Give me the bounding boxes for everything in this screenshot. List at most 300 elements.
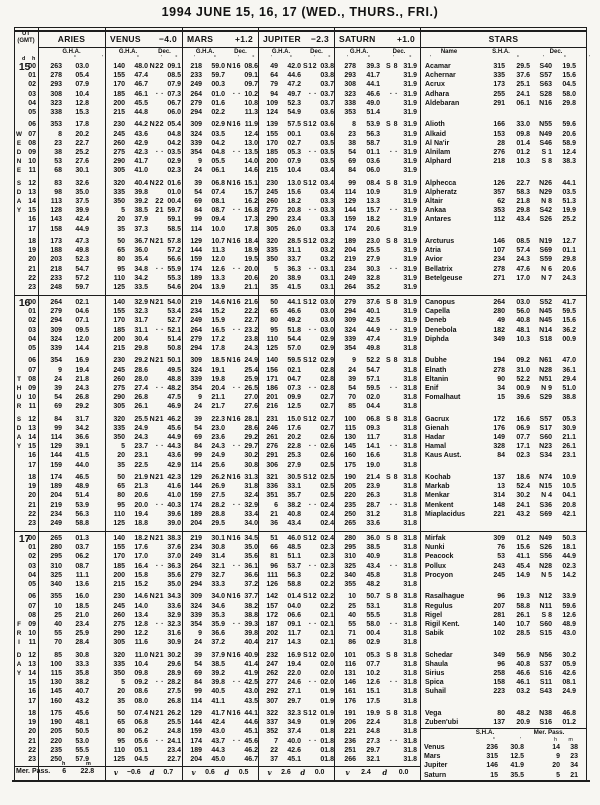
dec-prefix: · ·: [232, 501, 241, 509]
aries-gha-cell: [38, 197, 105, 206]
dec-min: 48.8: [167, 375, 181, 383]
dec-prefix: S12: [303, 299, 317, 306]
saturn-cell: [334, 660, 420, 669]
v-label: v: [267, 768, 272, 777]
dec-min: 39.0: [167, 519, 181, 527]
dec-prefix: · ·: [308, 620, 317, 628]
gha-min: 35.9: [211, 620, 225, 628]
star-sha-min: 46.1: [516, 679, 530, 687]
dec-min: 13.5: [244, 148, 258, 156]
gha-deg: 5: [121, 679, 125, 687]
almanac-row: [14, 375, 587, 384]
dec-min: 52.1: [167, 326, 181, 334]
star-dec-prefix: N16: [539, 99, 552, 107]
dec-prefix: [225, 197, 241, 206]
gha-min: 46.1: [134, 90, 148, 98]
gha-deg: 339: [190, 375, 202, 383]
gha-min: 41.1: [211, 697, 225, 705]
dec-prefix: [301, 424, 317, 433]
dec-min: 40.3: [167, 501, 181, 509]
dec-prefix: [148, 602, 164, 611]
gha-deg: 245: [113, 602, 125, 610]
almanac-row: [14, 660, 587, 669]
planet-sha-deg: 146: [486, 762, 498, 770]
gha-min: 46.6: [287, 308, 301, 316]
dec-prefix: [225, 402, 241, 411]
unit-symbol: ′: [237, 55, 239, 61]
dec-min: 25.4: [244, 366, 258, 374]
dec-min: 06.7: [167, 99, 181, 107]
planet-sha-row: [421, 752, 586, 761]
ut-cell: [14, 402, 38, 411]
dec-min: 35.0: [244, 544, 258, 552]
gha-min: 21.7: [211, 403, 225, 411]
hour-label: 15: [28, 443, 36, 451]
gha-deg: 294: [344, 308, 356, 316]
unit-symbol: °: [175, 55, 178, 61]
dec-min: 31.8: [403, 660, 417, 668]
dec-min: 31.8: [403, 366, 417, 374]
day-letter: [14, 709, 24, 718]
venus-cell: [105, 629, 182, 638]
gha-deg: 325: [344, 562, 356, 570]
hour-label: 20: [28, 492, 36, 500]
dec-prefix: · ·: [232, 443, 241, 451]
saturn-cell: [334, 755, 420, 764]
jupiter-cell: [258, 166, 334, 175]
star-sha-min: 28.5: [516, 630, 530, 638]
venus-cell: [105, 326, 182, 335]
hour-label: 12: [28, 179, 36, 187]
dec-min: 31.8: [403, 602, 417, 610]
aries-gha-cell: [38, 737, 105, 746]
dec-min: 14.6: [244, 167, 258, 175]
gha-deg: 230: [266, 179, 278, 187]
dec-min: 29.6: [167, 660, 181, 668]
star-dec-min: 14.2: [562, 571, 576, 579]
aries-gha-cell: [38, 651, 105, 660]
gha-min: 17.2: [211, 335, 225, 343]
dec-prefix: · ·: [232, 207, 241, 215]
gha-deg: 9: [352, 357, 356, 365]
gha-min: 21.4: [366, 473, 380, 481]
dec-min: 28.1: [244, 415, 258, 423]
gha-deg: 21: [270, 510, 278, 518]
hour-label: 21: [28, 737, 36, 745]
gha-deg: 354: [344, 344, 356, 352]
gha-min: 08.7: [75, 562, 89, 570]
star-dec-min: 05.9: [562, 660, 576, 668]
gha-min: 55.5: [366, 611, 380, 619]
dec-prefix: · ·: [155, 562, 164, 570]
dec-prefix: [225, 246, 241, 255]
venus-cell: [105, 755, 182, 764]
gha-deg: 305: [113, 639, 125, 647]
saturn-cell: [334, 552, 420, 561]
unit-symbol: ′: [313, 55, 315, 61]
gha-min: 39.8: [134, 188, 148, 196]
dec-prefix: [225, 451, 241, 460]
day-letter: R: [16, 630, 22, 638]
gha-min: 12.6: [211, 265, 225, 273]
gha-min: 20.6: [134, 492, 148, 500]
aries-gha-cell: [38, 709, 105, 718]
gha-min: 44.9: [75, 225, 89, 233]
mars-cell: [182, 307, 258, 316]
gha-min: 09.1: [287, 620, 301, 628]
gha-deg: 115: [50, 670, 62, 677]
gha-deg: 245: [113, 130, 125, 138]
hour-label: 12: [28, 415, 36, 423]
star-name: Alkaid: [425, 130, 447, 138]
gha-deg: 171: [266, 375, 278, 383]
day-letter: [14, 482, 24, 491]
gha-min: 59.7: [75, 283, 89, 291]
star-dec-min: 30.2: [562, 651, 576, 659]
gha-min: 49.8: [75, 247, 89, 255]
gha-min: 01.3: [75, 535, 89, 542]
gha-min: 46.0: [287, 535, 301, 542]
star-dec-min: 01.1: [562, 247, 576, 255]
star-cell: [420, 366, 587, 375]
gha-deg: 335: [113, 660, 125, 668]
dec-prefix: [380, 188, 398, 197]
saturn-cell: [334, 482, 420, 491]
mars-cell: [182, 366, 258, 375]
hour-label: 05: [28, 580, 36, 588]
ut-cell: [14, 580, 38, 589]
star-sha-deg: 278: [493, 366, 505, 374]
unit-symbol: °: [409, 55, 412, 61]
gha-deg: 125: [113, 755, 125, 763]
saturn-cell: [334, 620, 420, 629]
dec-min: 49.5: [167, 366, 181, 374]
dec-min: 03.6: [320, 130, 334, 138]
gha-deg: 155: [113, 72, 125, 80]
star-sha-deg: 353: [493, 207, 505, 215]
dec-prefix: [380, 366, 398, 375]
day-letter: [14, 602, 24, 611]
saturn-name: SATURN: [339, 33, 376, 44]
gha-min: 52.3: [287, 99, 301, 107]
star-dec-min: 47.0: [562, 357, 576, 365]
gha-min: 35.4: [134, 256, 148, 264]
gha-min: 48.1: [75, 719, 89, 727]
saturn-cell: [334, 188, 420, 197]
star-sha-min: 58.8: [516, 602, 530, 610]
day-letter: [14, 746, 24, 755]
saturn-cell: [334, 510, 420, 519]
dec-prefix: [225, 510, 241, 519]
gha-min: 13.3: [366, 198, 380, 205]
gha-min: 37.4: [287, 728, 301, 736]
gha-min: 28.0: [134, 375, 148, 383]
dec-prefix: [301, 602, 317, 611]
gha-min: 17.8: [211, 344, 225, 352]
gha-min: 26.0: [287, 225, 301, 233]
jupiter-cell: [258, 534, 334, 543]
dec-prefix: N21: [149, 535, 164, 542]
star-name: Schedar: [425, 651, 453, 659]
dec-prefix: · ·: [308, 148, 317, 156]
day-letter: A: [16, 434, 22, 441]
gha-deg: 353: [50, 121, 62, 129]
units-row: [28, 55, 600, 61]
dec-prefix: · ·: [232, 148, 241, 156]
jupiter-cell: [258, 366, 334, 375]
dec-min: 03.0: [320, 317, 334, 325]
dec-min: 52.7: [167, 317, 181, 325]
dec-min: 31.8: [403, 519, 417, 527]
gha-deg: 160: [344, 452, 356, 460]
dec-min: 44.1: [244, 709, 258, 717]
hour-label: 00: [28, 299, 36, 306]
dec-min: 03.3: [320, 225, 334, 233]
gha-deg: 230: [113, 357, 125, 365]
star-dec-min: 18.1: [562, 544, 576, 552]
almanac-row: [14, 709, 587, 718]
gha-min: 33.7: [287, 256, 301, 264]
star-dec-prefix: N 5: [541, 571, 552, 579]
dec-min: 09.7: [244, 81, 258, 89]
dec-prefix: [225, 188, 241, 197]
aries-gha-cell: [38, 307, 105, 316]
gha-deg: 10: [54, 602, 62, 610]
dec-prefix: [148, 316, 164, 325]
saturn-cell: [334, 179, 420, 188]
gha-deg: 354: [190, 620, 202, 628]
jupiter-cell: [258, 384, 334, 393]
star-cell: [420, 139, 587, 148]
dec-min: 50.8: [167, 344, 181, 352]
aries-gha-cell: [38, 424, 105, 433]
saturn-cell: [334, 638, 420, 647]
gha-deg: 20: [117, 452, 125, 460]
dec-prefix: [380, 393, 398, 402]
aries-gha-cell: [38, 660, 105, 669]
gha-min: 11.0: [134, 651, 148, 659]
venus-cell: [105, 678, 182, 687]
gha-deg: 248: [50, 283, 62, 291]
jupiter-cell: [258, 611, 334, 620]
gha-deg: 294: [190, 580, 202, 588]
gha-deg: 219: [344, 256, 356, 264]
dec-min: 03.2: [320, 247, 334, 255]
gha-deg: 5: [121, 443, 125, 451]
dec-prefix: · ·: [389, 443, 398, 451]
star-cell: [420, 384, 587, 393]
hour-label: 18: [28, 473, 36, 481]
mars-cell: [182, 344, 258, 353]
dec-prefix: S 8: [385, 473, 398, 481]
gha-deg: 200: [113, 571, 125, 579]
gha-min: 12.8: [134, 620, 148, 628]
dec-prefix: · ·: [389, 326, 398, 334]
jupiter-magnitude: −2.3: [311, 33, 329, 44]
gha-deg: 351: [266, 492, 278, 500]
star-dec-min: 04.1: [562, 492, 576, 500]
day-letter: S: [16, 415, 22, 423]
dec-prefix: [148, 482, 164, 491]
jupiter-cell: [258, 629, 334, 638]
gha-min: 25.5: [134, 415, 148, 423]
ut-cell: [14, 442, 38, 451]
hour-label: 22: [28, 746, 36, 754]
dec-prefix: [301, 130, 317, 139]
gha-deg: 352: [266, 728, 278, 736]
gha-deg: 160: [50, 697, 62, 705]
star-dec-prefix: N11: [539, 602, 552, 610]
saturn-cell: [334, 62, 420, 71]
star-cell: [420, 237, 587, 246]
gha-deg: 125: [266, 344, 278, 352]
almanac-row: [14, 90, 587, 99]
almanac-row: [14, 71, 587, 80]
star-dec-prefix: N 8: [541, 198, 552, 205]
saturn-cell: [334, 433, 420, 442]
gha-deg: 354: [190, 384, 202, 392]
mars-cell: [182, 687, 258, 696]
dec-prefix: [225, 307, 241, 316]
gha-deg: 39: [348, 375, 356, 383]
day-letter: [14, 237, 24, 246]
degree-symbol: °: [492, 737, 495, 743]
mars-cell: [182, 80, 258, 89]
gha-min: 17.0: [134, 553, 148, 561]
gha-deg: 203: [50, 256, 62, 264]
gha-min: 12.6: [366, 679, 380, 687]
aries-gha-cell: [38, 697, 105, 706]
gha-deg: 98: [54, 188, 62, 196]
star-dec-min: 02.3: [562, 562, 576, 570]
mars-cell: [182, 206, 258, 215]
dec-prefix: [148, 366, 164, 375]
gha-min: 07.4: [134, 709, 148, 717]
saturn-cell: [334, 534, 420, 543]
dec-min: 03.5: [167, 148, 181, 156]
gha-min: 09.2: [134, 679, 148, 687]
star-sha-min: 09.2: [516, 357, 530, 365]
dec-min: 31.9: [403, 188, 417, 196]
aries-gha-cell: [38, 274, 105, 283]
gha-min: 33.3: [75, 660, 89, 668]
gha-min: 17.6: [287, 424, 301, 432]
ut-cell: [14, 746, 38, 755]
gha-min: 06.8: [211, 179, 225, 187]
star-cell: [420, 335, 587, 344]
aries-gha-cell: [38, 727, 105, 736]
dec-min: 13.0: [244, 139, 258, 147]
gha-deg: 84: [194, 443, 202, 451]
dec-min: 31.9: [403, 335, 417, 343]
page-title: 1994 JUNE 15, 16, 17 (WED., THURS., FRI.): [161, 5, 439, 19]
dec-prefix: [148, 638, 164, 647]
star-sha-min: 48.2: [516, 709, 530, 717]
star-sha-deg: 264: [493, 299, 505, 306]
dec-prefix: · ·: [308, 501, 317, 509]
gha-min: 19.4: [75, 366, 89, 374]
dec-prefix: [301, 166, 317, 175]
dec-min: 01.6: [167, 179, 181, 187]
gha-min: 12.2: [134, 630, 148, 638]
day-letter: [14, 246, 24, 255]
min-symbol: m: [86, 761, 91, 767]
dec-prefix: [380, 402, 398, 411]
star-dec-prefix: S29: [539, 394, 552, 402]
hour-label: 05: [28, 344, 36, 352]
star-sha-min: 19.3: [516, 593, 530, 601]
dec-min: 29.2: [244, 434, 258, 441]
gha-min: 10.0: [211, 225, 225, 233]
gha-min: 40.0: [287, 737, 301, 745]
star-dec-min: 19.9: [562, 207, 576, 215]
ut-cell: [14, 316, 38, 325]
dec-min: 03.8: [320, 63, 334, 70]
saturn-cell: [334, 384, 420, 393]
gha-deg: 323: [50, 99, 62, 107]
venus-cell: [105, 120, 182, 129]
gha-min: 48.0: [134, 63, 148, 70]
jupiter-cell: [258, 755, 334, 764]
gha-deg: 114: [190, 697, 202, 705]
mer-pass-minute: 22.8: [80, 768, 95, 775]
jupiter-cell: [258, 316, 334, 325]
dec-prefix: [148, 687, 164, 696]
gha-deg: 129: [50, 443, 62, 451]
star-dec-prefix: S11: [539, 679, 552, 687]
hour-label: 03: [28, 326, 36, 334]
dec-prefix: [301, 255, 317, 264]
gha-deg: 324: [344, 326, 356, 334]
gha-deg: 39: [194, 651, 202, 659]
gha-min: 18.8: [134, 519, 148, 527]
dec-min: 46.9: [167, 403, 181, 411]
dec-min: 31.9: [403, 299, 417, 306]
venus-cell: [105, 651, 182, 660]
gha-min: 38.9: [287, 274, 301, 282]
aries-gha-label: G.H.A.: [62, 49, 81, 55]
star-sha-deg: 102: [493, 630, 505, 638]
gha-deg: 157: [266, 602, 278, 610]
mer-pass-label: Mer. Pass.: [16, 768, 51, 775]
gha-deg: 24: [54, 375, 62, 383]
star-dec-prefix: S 8: [541, 611, 552, 619]
dec-min: 03.2: [320, 256, 334, 264]
star-cell: [420, 62, 587, 71]
star-sha-deg: 15: [497, 394, 505, 402]
gha-min: 36.0: [134, 247, 148, 255]
star-cell: [420, 510, 587, 519]
almanac-row: [14, 461, 587, 470]
gha-deg: 110: [113, 274, 125, 282]
star-sha-deg: 234: [493, 256, 505, 264]
dec-prefix: · ·: [389, 148, 398, 156]
gha-deg: 264: [190, 326, 202, 334]
gha-min: 23.9: [366, 483, 380, 491]
venus-cell: [105, 571, 182, 580]
star-sha-min: 29.8: [516, 207, 530, 215]
dec-min: 58.5: [167, 225, 181, 233]
star-cell: [420, 99, 587, 108]
gha-min: 44.6: [287, 72, 301, 80]
planet-sha-table: [421, 729, 586, 780]
gha-min: 47.4: [366, 335, 380, 343]
gha-min: 09.4: [211, 216, 225, 224]
dec-prefix: [301, 491, 317, 500]
star-cell: [420, 130, 587, 139]
venus-cell: [105, 424, 182, 433]
day-letter: N: [16, 158, 22, 166]
